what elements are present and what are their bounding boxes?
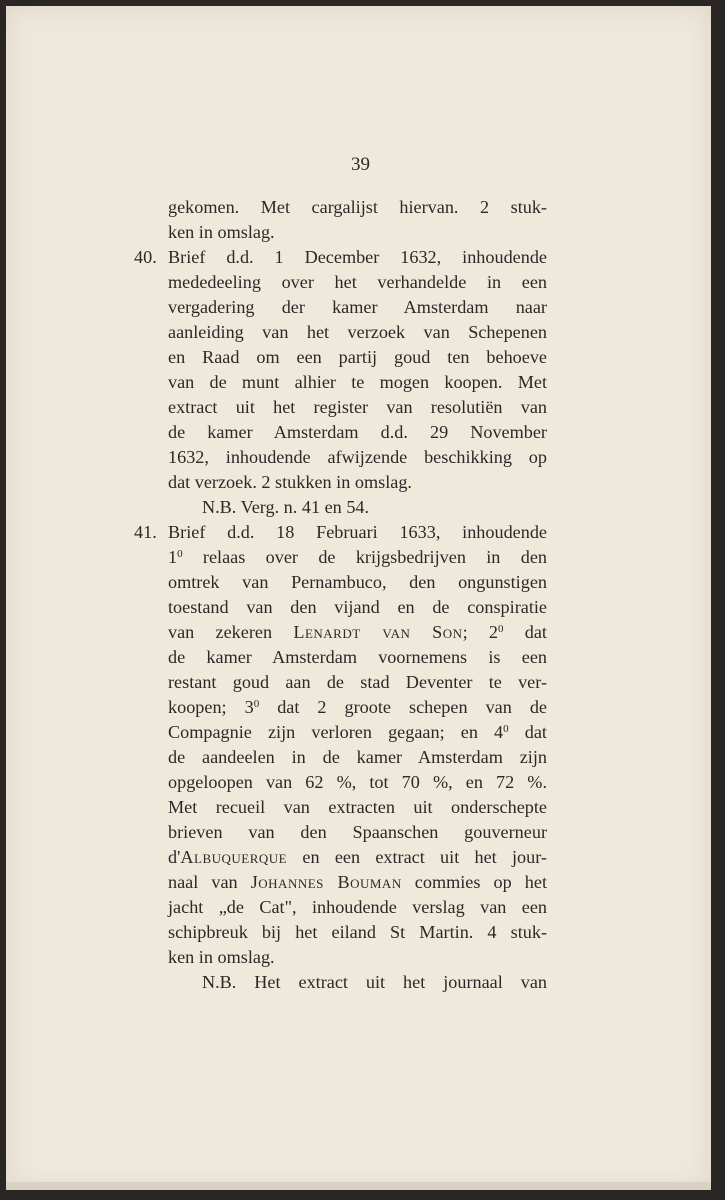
item-number-40: 40. xyxy=(134,247,157,267)
text-fragment: koopen; 3 xyxy=(168,697,254,717)
text-line: opgeloopen van 62 %, tot 70 %, en 72 %. xyxy=(168,772,547,792)
text-line xyxy=(168,870,547,894)
superscript: 0 xyxy=(503,723,509,735)
text-line: N.B. Het extract uit het journaal van xyxy=(202,972,547,992)
text-line: mededeeling over het verhandelde in een xyxy=(168,272,547,292)
text-line: de kamer Amsterdam d.d. 29 November xyxy=(168,422,547,442)
text-line: ken in omslag. xyxy=(168,222,275,242)
text-line: omtrek van Pernambuco, den ongunstigen xyxy=(168,572,547,592)
text-fragment: Compagnie zijn verloren gegaan; en 4 xyxy=(168,722,504,742)
text-line xyxy=(168,620,547,644)
text-line: gekomen. Met cargalijst hiervan. 2 stuk- xyxy=(168,197,547,217)
text-fragment: naal van xyxy=(168,872,251,892)
text-line: ken in omslag. xyxy=(168,947,275,967)
text-fragment: van zekeren xyxy=(168,622,294,642)
text-fragment: ; 2 xyxy=(462,622,498,642)
text-fragment: 1 xyxy=(168,547,178,567)
person-name: Lenardt van Son xyxy=(293,622,463,642)
text-line: restant goud aan de stad Deventer te ver- xyxy=(168,672,547,692)
text-line: N.B. Verg. n. 41 en 54. xyxy=(202,497,370,517)
text-fragment: relaas over de krijgsbedrijven in den xyxy=(182,547,547,567)
text-line: toestand van den vijand en de conspiratie xyxy=(168,597,547,617)
text-line xyxy=(168,545,547,569)
text-line: Brief d.d. 18 Februari 1633, inhoudende xyxy=(168,522,547,542)
superscript: 0 xyxy=(498,623,504,635)
text-line: brieven van den Spaanschen gouverneur xyxy=(168,822,547,842)
text-line: van de munt alhier te mogen koopen. Met xyxy=(168,372,547,392)
text-line: vergadering der kamer Amsterdam naar xyxy=(168,297,547,317)
text-fragment: dat 2 groote schepen van de xyxy=(259,697,547,717)
book-page xyxy=(6,6,711,1190)
text-fragment: d' xyxy=(168,847,181,867)
text-line: de aandeelen in de kamer Amsterdam zijn xyxy=(168,747,547,767)
text-fragment: en een extract uit het jour- xyxy=(287,847,547,867)
text-line xyxy=(168,720,547,744)
text-line: dat verzoek. 2 stukken in omslag. xyxy=(168,472,412,492)
text-fragment: dat xyxy=(503,622,547,642)
text-line xyxy=(168,695,547,719)
text-line: aanleiding van het verzoek van Schepenen xyxy=(168,322,547,342)
text-line: Brief d.d. 1 December 1632, inhoudende xyxy=(168,247,547,267)
page-text xyxy=(6,6,711,1190)
text-line: extract uit het register van resolutiën van xyxy=(168,397,547,417)
text-line: 1632, inhoudende afwijzende beschikking op xyxy=(168,447,547,467)
text-line: jacht „de Cat", inhoudende verslag van een xyxy=(168,897,547,917)
page-number: 39 xyxy=(351,154,370,175)
text-fragment: dat xyxy=(508,722,547,742)
text-line: schipbreuk bij het eiland St Martin. 4 stuk- xyxy=(168,922,547,942)
text-line xyxy=(168,845,547,869)
item-number-41: 41. xyxy=(134,522,157,542)
person-name: Johannes Bouman xyxy=(250,872,402,892)
text-fragment: commies op het xyxy=(401,872,547,892)
text-line: en Raad om een partij goud ten behoeve xyxy=(168,347,547,367)
person-name: Albuquerque xyxy=(180,847,288,867)
superscript: 0 xyxy=(177,548,183,560)
superscript: 0 xyxy=(253,698,260,710)
text-line: Met recueil van extracten uit onderschepte xyxy=(168,797,547,817)
text-line: de kamer Amsterdam voornemens is een xyxy=(168,647,547,667)
